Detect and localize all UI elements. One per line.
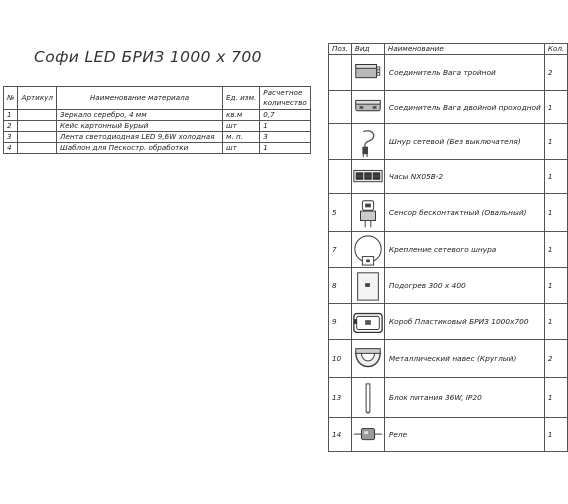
materials-header-row [4, 87, 311, 110]
component-pos [329, 124, 352, 160]
materials-header-name: Наименование материала [57, 87, 223, 110]
component-pos: 7 [329, 232, 352, 268]
component-qty: 1 [544, 160, 567, 194]
table-row [329, 232, 568, 268]
materials-header-qty: Расчетное количество [260, 87, 310, 110]
component-name: Шнур сетевой (Без выключателя) [384, 124, 544, 160]
material-num: 2 [4, 121, 18, 132]
component-view [351, 91, 384, 124]
table-row [329, 340, 568, 378]
materials-header-num: № [4, 87, 18, 110]
table-row [329, 378, 568, 418]
material-num: 4 [4, 143, 18, 154]
triple-connector-icon [352, 57, 384, 89]
table-row [329, 91, 568, 124]
component-pos: 5 [329, 194, 352, 232]
component-qty: 1 [544, 232, 567, 268]
component-view [351, 418, 384, 452]
component-pos: 10 [329, 340, 352, 378]
material-unit: кв.м [223, 110, 260, 121]
material-num: 1 [4, 110, 18, 121]
components-table [328, 43, 568, 452]
materials-table [3, 86, 311, 154]
component-view [351, 124, 384, 160]
component-name: Часы NX05B-2 [384, 160, 544, 194]
table-row [329, 160, 568, 194]
component-qty: 1 [544, 124, 567, 160]
component-name: Сенсор бесконтактный (Овальный) [384, 194, 544, 232]
component-view [351, 340, 384, 378]
materials-header-article: Артикул [18, 87, 57, 110]
material-unit: шт [223, 143, 260, 154]
component-pos: 14 [329, 418, 352, 452]
table-row [329, 268, 568, 304]
material-name: Лента светодиодная LED 9,6W холодная [57, 132, 223, 143]
metal-hanger-icon [352, 343, 384, 375]
material-article [18, 132, 57, 143]
material-qty: 1 [260, 143, 310, 154]
component-name: Соединитель Вага двойной проходной [384, 91, 544, 124]
component-name: Соединитель Вага тройной [384, 55, 544, 91]
component-name: Реле [384, 418, 544, 452]
material-name: Кейс картонный Бурый [57, 121, 223, 132]
cord-clamp-icon [352, 234, 384, 266]
table-row [4, 121, 311, 132]
components-header-row [329, 44, 568, 55]
component-view [351, 160, 384, 194]
component-qty: 1 [544, 91, 567, 124]
material-qty: 1 [260, 121, 310, 132]
table-row [329, 124, 568, 160]
heater-pad-icon [352, 270, 384, 302]
touch-sensor-icon [352, 197, 384, 229]
component-qty: 1 [544, 378, 567, 418]
material-num: 3 [4, 132, 18, 143]
table-row [329, 418, 568, 452]
component-qty: 2 [544, 55, 567, 91]
page-title: Софи LED БРИЗ 1000 x 700 [34, 48, 262, 66]
component-name: Металлический навес (Круглый) [384, 340, 544, 378]
component-qty: 1 [544, 304, 567, 340]
component-pos [329, 91, 352, 124]
material-unit: м. п. [223, 132, 260, 143]
component-view [351, 378, 384, 418]
table-row [329, 194, 568, 232]
components-header-pos: Поз. [329, 44, 352, 55]
material-name: Зеркало серебро, 4 мм [57, 110, 223, 121]
component-view [351, 55, 384, 91]
component-view [351, 304, 384, 340]
table-row [329, 55, 568, 91]
component-pos [329, 160, 352, 194]
material-article [18, 121, 57, 132]
components-header-qty: Кол. [544, 44, 567, 55]
material-qty: 0,7 [260, 110, 310, 121]
component-qty: 1 [544, 268, 567, 304]
component-name: Короб Пластиковый БРИЗ 1000x700 [384, 304, 544, 340]
component-pos: 13 [329, 378, 352, 418]
component-qty: 1 [544, 418, 567, 452]
material-unit: шт [223, 121, 260, 132]
component-pos [329, 55, 352, 91]
material-qty: 3 [260, 132, 310, 143]
material-article [18, 143, 57, 154]
materials-header-unit: Ед. изм. [223, 87, 260, 110]
components-header-view: Вид [351, 44, 384, 55]
component-qty: 2 [544, 340, 567, 378]
component-pos: 8 [329, 268, 352, 304]
component-view [351, 194, 384, 232]
component-name: Подогрев 300 x 400 [384, 268, 544, 304]
double-connector-icon [352, 91, 384, 123]
component-view [351, 268, 384, 304]
material-article [18, 110, 57, 121]
table-row [4, 110, 311, 121]
table-row [4, 143, 311, 154]
table-row [4, 132, 311, 143]
power-supply-icon [352, 382, 384, 414]
component-pos: 9 [329, 304, 352, 340]
table-row [329, 304, 568, 340]
component-view [351, 232, 384, 268]
material-name: Шаблон для Пескостр. обработки [57, 143, 223, 154]
plastic-box-icon [352, 306, 384, 338]
power-cord-icon [352, 126, 384, 158]
components-header-name: Наименование [384, 44, 544, 55]
component-name: Блок питания 36W, IP20 [384, 378, 544, 418]
component-qty: 1 [544, 194, 567, 232]
relay-icon [352, 419, 384, 451]
component-name: Крепление сетевого шнура [384, 232, 544, 268]
clock-icon [352, 161, 384, 193]
